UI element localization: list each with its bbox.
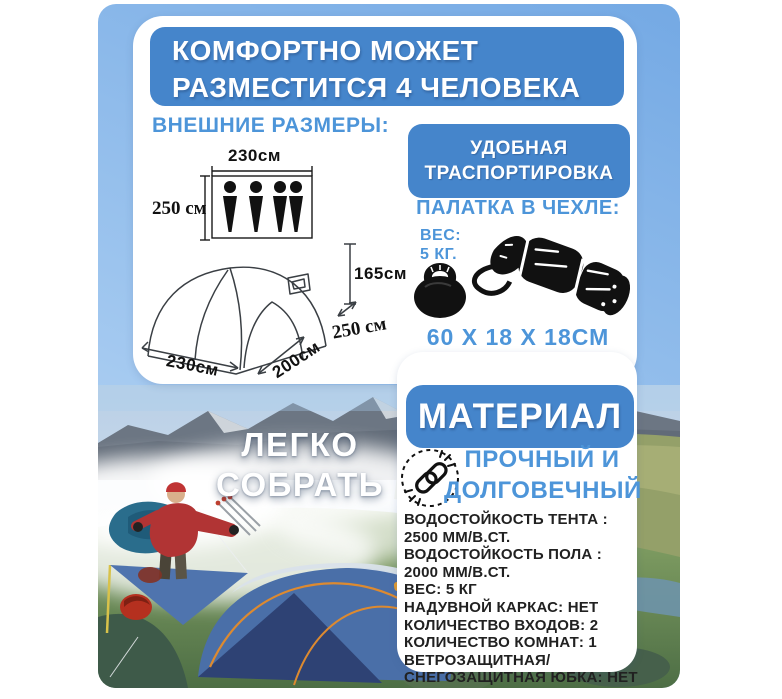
- top-view-width-label: 230см: [228, 146, 281, 165]
- transport-line1: УДОБНАЯ: [470, 138, 568, 159]
- packed-tent-heading: ПАЛАТКА В ЧЕХЛЕ:: [416, 197, 620, 219]
- tagline-line1: ПРОЧНЫЙ И: [464, 446, 620, 473]
- spec-line: 2500 ММ/В.СТ.: [404, 528, 511, 546]
- tent-side-diagram: [140, 238, 407, 386]
- tagline-line2: ДОЛГОВЕЧНЫЙ: [444, 477, 642, 504]
- transport-line2: ТРАСПОРТИРОВКА: [424, 163, 614, 184]
- tent-height-label: 165см: [354, 264, 407, 283]
- spec-line: ВЕТРОЗАЩИТНАЯ/: [404, 651, 551, 669]
- material-tagline: [444, 444, 640, 506]
- spec-line: 2000 ММ/В.СТ.: [404, 563, 511, 581]
- capacity-banner: [150, 27, 624, 106]
- tent-front-width-label: 200см: [268, 337, 324, 382]
- spec-line: КОЛИЧЕСТВО ВХОДОВ: 2: [404, 616, 599, 634]
- easy-setup-line1: ЛЕГКО: [241, 426, 359, 463]
- sleeper-icon: [273, 181, 287, 232]
- material-banner: МАТЕРИАЛ: [406, 385, 634, 448]
- spec-line: НАДУВНОЙ КАРКАС: НЕТ: [404, 598, 599, 616]
- spec-line: КОЛИЧЕСТВО КОМНАТ: 1: [404, 634, 597, 652]
- spec-line: ВОДОСТОЙКОСТЬ ТЕНТА :: [404, 511, 608, 528]
- weight-line1: ВЕС:: [420, 227, 462, 244]
- tent-side-width-label: 230см: [164, 351, 221, 380]
- capacity-line2: РАЗМЕСТИТСЯ 4 ЧЕЛОВЕКА: [172, 72, 581, 103]
- sleeper-icon: [223, 181, 237, 232]
- top-view-diagram: [150, 144, 400, 242]
- weight-line2: 5 КГ.: [420, 246, 458, 263]
- tent-bag-icon: [460, 220, 638, 324]
- spec-line: СНЕГОЗАЩИТНАЯ ЮБКА: НЕТ: [404, 669, 638, 687]
- tent-depth-label: 250 см: [330, 313, 388, 344]
- spec-list: [404, 511, 636, 687]
- sleeper-icon: [289, 181, 303, 232]
- capacity-line1: КОМФОРТНО МОЖЕТ: [172, 35, 479, 66]
- packed-size-label: 60 Х 18 Х 18СМ: [426, 324, 610, 350]
- spec-line: ВОДОСТОЙКОСТЬ ПОЛА :: [404, 546, 602, 564]
- easy-setup-line2: СОБРАТЬ: [215, 466, 385, 503]
- sleeper-icon: [249, 181, 263, 232]
- sleeper-icons: [223, 181, 303, 232]
- top-view-depth-label: 250 см: [152, 198, 207, 219]
- dimensions-heading: ВНЕШНИЕ РАЗМЕРЫ:: [152, 114, 390, 137]
- transport-banner: [408, 124, 630, 198]
- spec-line: ВЕС: 5 КГ: [404, 581, 477, 599]
